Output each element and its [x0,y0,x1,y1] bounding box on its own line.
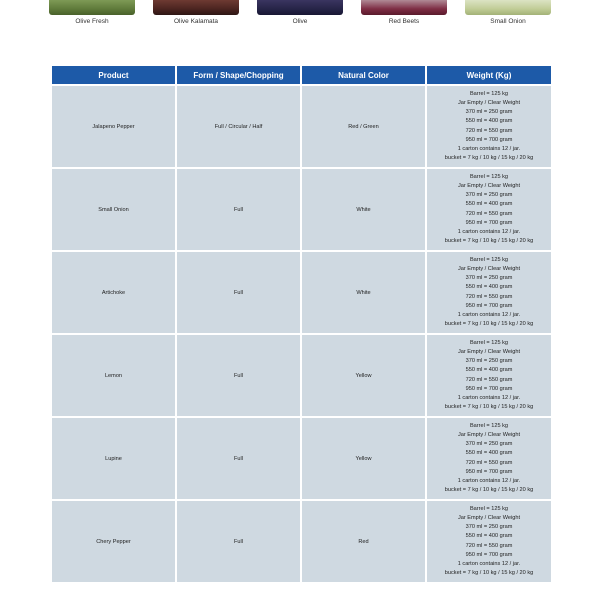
weight-line: bucket = 7 kg / 10 kg / 15 kg / 20 kg [444,154,534,161]
form-cell: Full / Circular / Half [177,86,300,167]
product-specs-table [50,64,553,584]
gallery-caption: Olive [292,18,308,25]
form-cell: Full [177,169,300,250]
weight-cell [427,501,551,582]
weight-line: 370 ml = 250 gram [465,441,513,448]
weight-line: bucket = 7 kg / 10 kg / 15 kg / 20 kg [444,403,534,410]
weight-line: 720 ml = 550 gram [465,459,513,466]
gallery-caption: Small Onion [490,18,526,25]
gallery-caption: Red Beets [388,18,420,25]
color-cell: White [302,252,425,333]
weight-line: 550 ml = 400 gram [465,450,513,457]
table-row [52,335,551,416]
gallery-caption: Olive Fresh [75,18,109,25]
product-cell: Artichoke [52,252,175,333]
weight-line: Jar Empty / Clear Weight [457,100,521,107]
weight-line: 370 ml = 250 gram [465,109,513,116]
weight-line: 720 ml = 550 gram [465,293,513,300]
weight-line: Barrel = 125 kg [469,340,509,347]
weight-line: bucket = 7 kg / 10 kg / 15 kg / 20 kg [444,320,534,327]
weight-cell [427,335,551,416]
header-form: Form / Shape/Chopping [177,66,300,84]
product-cell: Lemon [52,335,175,416]
product-gallery [0,0,600,30]
weight-line: Jar Empty / Clear Weight [457,183,521,190]
product-cell: Jalapeno Pepper [52,86,175,167]
weight-line: 370 ml = 250 gram [465,358,513,365]
weight-line: 950 ml = 700 gram [465,302,513,309]
gallery-item-olive-fresh[interactable] [49,0,135,26]
weight-line: 950 ml = 700 gram [465,385,513,392]
weight-line: 950 ml = 700 gram [465,136,513,143]
weight-line: 1 carton contains 12 / jar. [457,394,521,401]
product-cell: Chery Pepper [52,501,175,582]
gallery-item-olive[interactable] [257,0,343,26]
weight-cell [427,252,551,333]
weight-line: Jar Empty / Clear Weight [457,515,521,522]
weight-line: 1 carton contains 12 / jar. [457,311,521,318]
table-header-row [52,66,551,84]
gallery-caption: Olive Kalamata [173,18,219,25]
form-cell: Full [177,418,300,499]
weight-line: 1 carton contains 12 / jar. [457,477,521,484]
weight-line: 950 ml = 700 gram [465,219,513,226]
small-onion-image[interactable] [465,0,551,15]
weight-line: 720 ml = 550 gram [465,542,513,549]
weight-line: 950 ml = 700 gram [465,468,513,475]
table-row [52,418,551,499]
table-row [52,86,551,167]
weight-line: bucket = 7 kg / 10 kg / 15 kg / 20 kg [444,486,534,493]
color-cell: White [302,169,425,250]
olive-image[interactable] [257,0,343,15]
red-beets-image[interactable] [361,0,447,15]
product-cell: Small Onion [52,169,175,250]
weight-line: 550 ml = 400 gram [465,367,513,374]
weight-line: 550 ml = 400 gram [465,284,513,291]
color-cell: Yellow [302,335,425,416]
weight-cell [427,86,551,167]
weight-line: 1 carton contains 12 / jar. [457,560,521,567]
weight-line: 720 ml = 550 gram [465,210,513,217]
weight-line: 550 ml = 400 gram [465,118,513,125]
color-cell: Red [302,501,425,582]
form-cell: Full [177,335,300,416]
weight-line: 1 carton contains 12 / jar. [457,145,521,152]
header-color: Natural Color [302,66,425,84]
weight-cell [427,169,551,250]
weight-line: Barrel = 125 kg [469,506,509,513]
gallery-item-red-beets[interactable] [361,0,447,26]
color-cell: Yellow [302,418,425,499]
color-cell: Red / Green [302,86,425,167]
weight-line: Barrel = 125 kg [469,423,509,430]
weight-line: bucket = 7 kg / 10 kg / 15 kg / 20 kg [444,569,534,576]
weight-line: Barrel = 125 kg [469,257,509,264]
weight-line: Jar Empty / Clear Weight [457,266,521,273]
table-row [52,501,551,582]
table-row [52,252,551,333]
table-body [52,86,551,582]
header-product: Product [52,66,175,84]
weight-line: 1 carton contains 12 / jar. [457,228,521,235]
header-weight: Weight (Kg) [427,66,551,84]
form-cell: Full [177,501,300,582]
weight-line: 370 ml = 250 gram [465,275,513,282]
form-cell: Full [177,252,300,333]
weight-line: 370 ml = 250 gram [465,192,513,199]
weight-line: bucket = 7 kg / 10 kg / 15 kg / 20 kg [444,237,534,244]
weight-line: 950 ml = 700 gram [465,551,513,558]
table-row [52,169,551,250]
weight-line: 720 ml = 550 gram [465,127,513,134]
product-cell: Lupine [52,418,175,499]
weight-line: Barrel = 125 kg [469,174,509,181]
olive-kalamata-image[interactable] [153,0,239,15]
weight-line: 720 ml = 550 gram [465,376,513,383]
weight-line: Jar Empty / Clear Weight [457,432,521,439]
weight-line: 550 ml = 400 gram [465,533,513,540]
weight-line: 370 ml = 250 gram [465,524,513,531]
weight-line: 550 ml = 400 gram [465,201,513,208]
olive-fresh-image[interactable] [49,0,135,15]
weight-line: Jar Empty / Clear Weight [457,349,521,356]
gallery-item-small-onion[interactable] [465,0,551,26]
weight-cell [427,418,551,499]
weight-line: Barrel = 125 kg [469,91,509,98]
gallery-item-olive-kalamata[interactable] [153,0,239,26]
